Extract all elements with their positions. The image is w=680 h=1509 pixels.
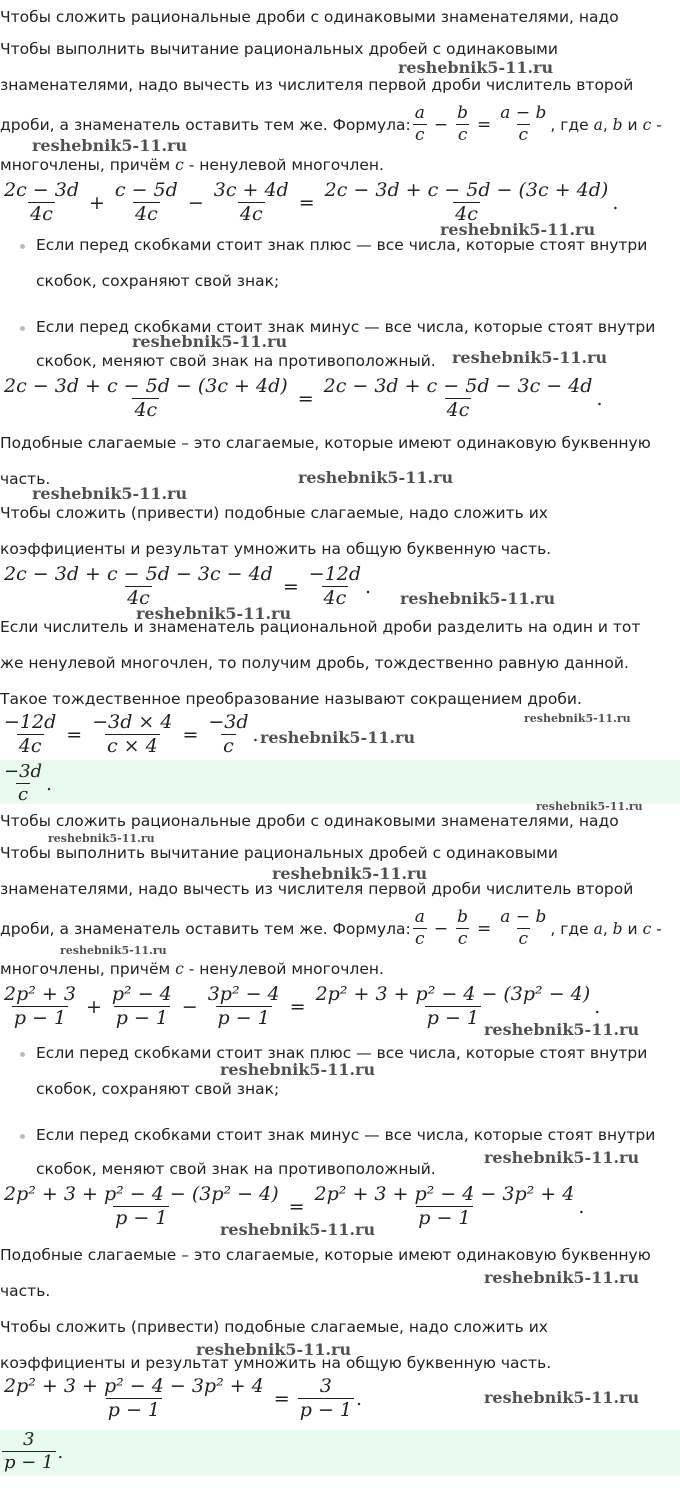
add-like-text: коэффициенты и результат умножить на общую буквенную часть. (0, 1354, 552, 1372)
bullet-dot (20, 244, 25, 249)
list-item: Если перед скобками стоит знак минус — все числа, которые стоят внутри (36, 318, 656, 336)
watermark-text: reshebnik5-11.ru (132, 332, 288, 351)
watermark-text: reshebnik5-11.ru (536, 800, 643, 813)
equation-7: $\frac{\text{2p² + 3 + p² − 4 − 3p² + 4}}{p - 1}$ = $\frac{3}{p - 1}$ . (4, 1375, 362, 1421)
watermark-text: reshebnik5-11.ru (220, 1060, 376, 1079)
equation-4: $\frac{-12d}{4c}$ = $\frac{-3d \times 4}{c \times 4}$ = $\frac{-3d}{c}$ . (4, 711, 259, 757)
list-item: Если перед скобками стоит знак плюс — все числа, которые стоят внутри (36, 236, 648, 254)
equation-3: $\frac{2c - 3d + c - 5d - 3c - 4d}{4c}$ = $\frac{-12d}{4c}$ . (4, 563, 372, 609)
bullet-dot (20, 1052, 25, 1057)
subtraction-formula: a c − $\frac{b}{c}$ = $\frac{a - b}{c}$ (414, 103, 547, 145)
subtraction-formula: a c − $\frac{b}{c}$ = $\frac{a - b}{c}$ (414, 907, 547, 949)
bullet-dot (20, 1134, 25, 1139)
like-terms-text: Подобные слагаемые – это слагаемые, которые имеют одинаковую буквенную (0, 434, 651, 452)
add-like-text: Чтобы сложить (привести) подобные слагаемые, надо сложить их (0, 504, 548, 522)
rule-formula-line: дроби, а знаменатель оставить тем же. Формула: a c − $\frac{b}{c}$ = $\frac{a - b}{c}$ , где a , b и c - (0, 907, 662, 949)
intro-text: Чтобы сложить рациональные дроби с одинаковыми знаменателями, надо (0, 8, 619, 26)
rule-text: многочлены, причём c - ненулевой многочлен. (0, 960, 384, 978)
answer-box: 3 p − 1 . (0, 1430, 680, 1476)
watermark-text: reshebnik5-11.ru (260, 728, 416, 747)
rule-text: Чтобы выполнить вычитание рациональных дробей с одинаковыми (0, 844, 558, 862)
rule-text: знаменателями, надо вычесть из числителя первой дроби числитель второй (0, 76, 634, 94)
watermark-text: reshebnik5-11.ru (298, 468, 454, 487)
list-item: скобок, меняют свой знак на противоположный. (36, 352, 436, 370)
equation-5: 2p² + 3 p − 1 + $\frac{\text{p² − 4}}{p - 1}$ − $\frac{\text{3p² − 4}}{p - 1}$ = $\frac{\text{2p² + 3 + p² − 4 − (3p² − 4)}}{p - 1}$ . (4, 983, 601, 1029)
list-item: скобок, сохраняют свой знак; (36, 1080, 280, 1098)
watermark-text: reshebnik5-11.ru (32, 484, 188, 503)
watermark-text: reshebnik5-11.ru (484, 1148, 640, 1167)
watermark-text: reshebnik5-11.ru (398, 58, 554, 77)
rule-text: знаменателями, надо вычесть из числителя первой дроби числитель второй (0, 880, 634, 898)
watermark-text: reshebnik5-11.ru (272, 864, 428, 883)
rule-text: Чтобы выполнить вычитание рациональных дробей с одинаковыми (0, 40, 558, 58)
watermark-text: reshebnik5-11.ru (32, 136, 188, 155)
watermark-text: reshebnik5-11.ru (524, 712, 631, 725)
watermark-text: reshebnik5-11.ru (484, 1268, 640, 1287)
equation-1: 2c − 3d 4c + $\frac{c - 5d}{4c}$ − $\frac{3c + 4d}{4c}$ = $\frac{2c - 3d + c - 5d - (3c + 4d)}{4c}$ . (4, 179, 619, 225)
reduce-text: же ненулевой многочлен, то получим дробь, тождественно равную данной. (0, 654, 629, 672)
add-like-text: Чтобы сложить (привести) подобные слагаемые, надо сложить их (0, 1318, 548, 1336)
rule-formula-line: дроби, а знаменатель оставить тем же. Формула: a c − $\frac{b}{c}$ = $\frac{a - b}{c}$ , где a , b и c - (0, 103, 662, 145)
watermark-text: reshebnik5-11.ru (60, 944, 167, 957)
like-terms-text: Подобные слагаемые – это слагаемые, которые имеют одинаковую буквенную (0, 1246, 651, 1264)
list-item: Если перед скобками стоит знак плюс — все числа, которые стоят внутри (36, 1044, 648, 1062)
equation-2: $\frac{2c - 3d + c - 5d - (3c + 4d)}{4c}$ = $\frac{2c - 3d + c - 5d - 3c - 4d}{4c}$ . (4, 375, 603, 421)
bullet-dot (20, 326, 25, 331)
watermark-text: reshebnik5-11.ru (440, 220, 596, 239)
watermark-text: reshebnik5-11.ru (220, 1220, 376, 1239)
equation-6: $\frac{\text{2p² + 3 + p² − 4 − (3p² − 4)}}{p - 1}$ = $\frac{\text{2p² + 3 + p² − 4 − 3p² + 4}}{p - 1}$ . (4, 1183, 585, 1229)
list-item: скобок, сохраняют свой знак; (36, 272, 280, 290)
like-terms-text: часть. (0, 1282, 51, 1300)
watermark-text: reshebnik5-11.ru (484, 1388, 640, 1407)
intro-text: Чтобы сложить рациональные дроби с одинаковыми знаменателями, надо (0, 812, 619, 830)
list-item: скобок, меняют свой знак на противоположный. (36, 1160, 436, 1178)
watermark-text: reshebnik5-11.ru (484, 1020, 640, 1039)
answer-box: −3d c . (0, 760, 680, 804)
like-terms-text: часть. (0, 470, 51, 488)
watermark-text: reshebnik5-11.ru (196, 1340, 352, 1359)
reduce-text: Такое тождественное преобразование называют сокращением дроби. (0, 690, 582, 708)
watermark-text: reshebnik5-11.ru (452, 348, 608, 367)
list-item: Если перед скобками стоит знак минус — все числа, которые стоят внутри (36, 1126, 656, 1144)
add-like-text: коэффициенты и результат умножить на общую буквенную часть. (0, 540, 552, 558)
watermark-text: reshebnik5-11.ru (136, 604, 292, 623)
watermark-text: reshebnik5-11.ru (400, 589, 556, 608)
reduce-text: Если числитель и знаменатель рациональной дроби разделить на один и тот (0, 618, 641, 636)
watermark-text: reshebnik5-11.ru (48, 832, 155, 845)
rule-text: многочлены, причём c - ненулевой многочлен. (0, 156, 384, 174)
